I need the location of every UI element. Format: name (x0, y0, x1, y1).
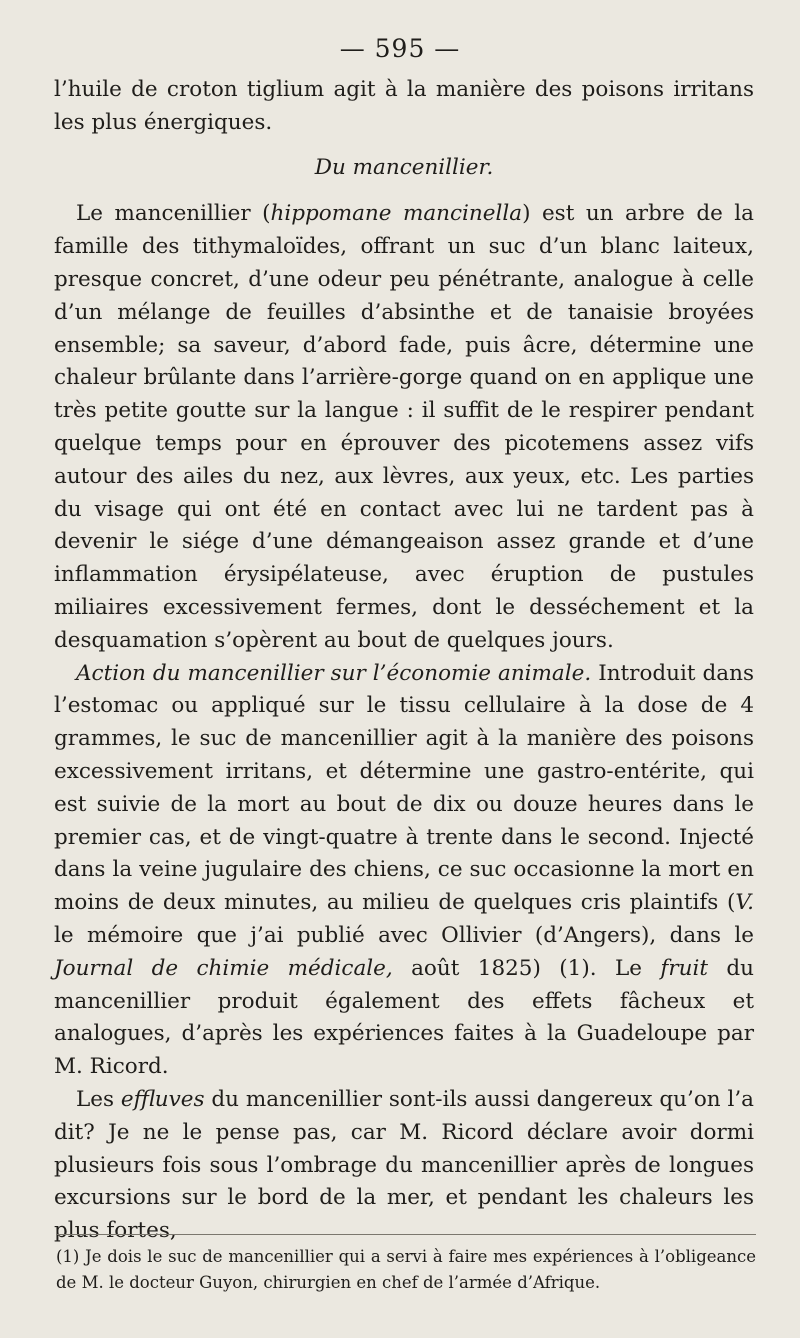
action-heading: Action du mancenillier sur l’économie animale. (76, 660, 592, 686)
para2-text3: août 1825) (1). Le (392, 955, 661, 981)
footnote-divider (56, 1234, 756, 1235)
para2-text4: du mancenillier produit également des effets fâcheux et analogues, d’après les expériences faites à la Guadeloupe par M. Ricord. (54, 955, 754, 1080)
latin-name: hippomane mancinella (270, 201, 523, 227)
intro-paragraph: l’huile de croton tiglium agit à la manière des poisons irritans les plus énergiques. (54, 77, 754, 135)
paragraph-effluves (54, 1084, 754, 1248)
footnote: (1) Je dois le suc de mancenillier qui a servi à faire mes expériences à l’obligeance de M. le docteur Guyon, chirurgien en chef de l’armée d’Afrique. (56, 1247, 756, 1292)
page-number: — 595 — (339, 34, 461, 63)
ref-v: V. (735, 890, 754, 916)
effluves-word: effluves (120, 1086, 205, 1112)
fruit-word: fruit (660, 955, 708, 981)
para3-start: Les (76, 1086, 121, 1112)
para3-rest: du mancenillier sont-ils aussi dangereux qu’on l’a dit? Je ne le pense pas, car M. Ricord déclare avoir dormi plusieurs fois sous l’ombrage du mancenillier après de longues excursions sur le bord de la mer, et pendant les chaleurs les plus fortes, (54, 1086, 754, 1244)
body-text (54, 74, 754, 1248)
para1-rest: ) est un arbre de la famille des tithymaloïdes, offrant un suc d’un blanc laiteux, presque concret, d’une odeur peu pénétrante, analogue à celle d’un mélange de feuilles d’absinthe et de tanaisie broyées ensemble; sa saveur, d’abord fade, puis âcre, détermine une chaleur brûlante dans l’arrière-gorge quand on en applique une très petite goutte sur la langue : il suffit de le respirer pendant quelque temps pour en éprouver des picotemens assez vifs autour des ailes du nez, aux lèvres, aux yeux, etc. Les parties du visage qui ont été en contact avec lui ne tardent pas à devenir le siége d’une démangeaison assez grande et d’une inflammation érysipélateuse, avec éruption de pustules miliaires excessivement fermes, dont le desséchement et la desquamation s’opèrent au bout de quelques jours. (54, 201, 754, 653)
journal-title: Journal de chimie médicale, (54, 955, 393, 981)
paragraph-action (54, 658, 754, 1084)
para2-text1: Introduit dans l’estomac ou appliqué sur le tissu cellulaire à la dose de 4 grammes, le suc de mancenillier agit à la manière des poisons excessivement irritans, et détermine une gastro-entérite, qui est suivie de la mort au bout de dix ou douze heures dans le premier cas, et de vingt-quatre à trente dans le second. Injecté dans la veine jugulaire des chiens, ce suc occasionne la mort en moins de deux minutes, au milieu de quelques cris plaintifs ( (54, 660, 754, 916)
section-title: Du mancenillier. (314, 154, 494, 180)
para1-start: Le mancenillier ( (76, 201, 271, 227)
paragraph-description (54, 198, 754, 657)
para2-text2: le mémoire que j’ai publié avec Ollivier (d’Angers), dans le (54, 922, 754, 948)
